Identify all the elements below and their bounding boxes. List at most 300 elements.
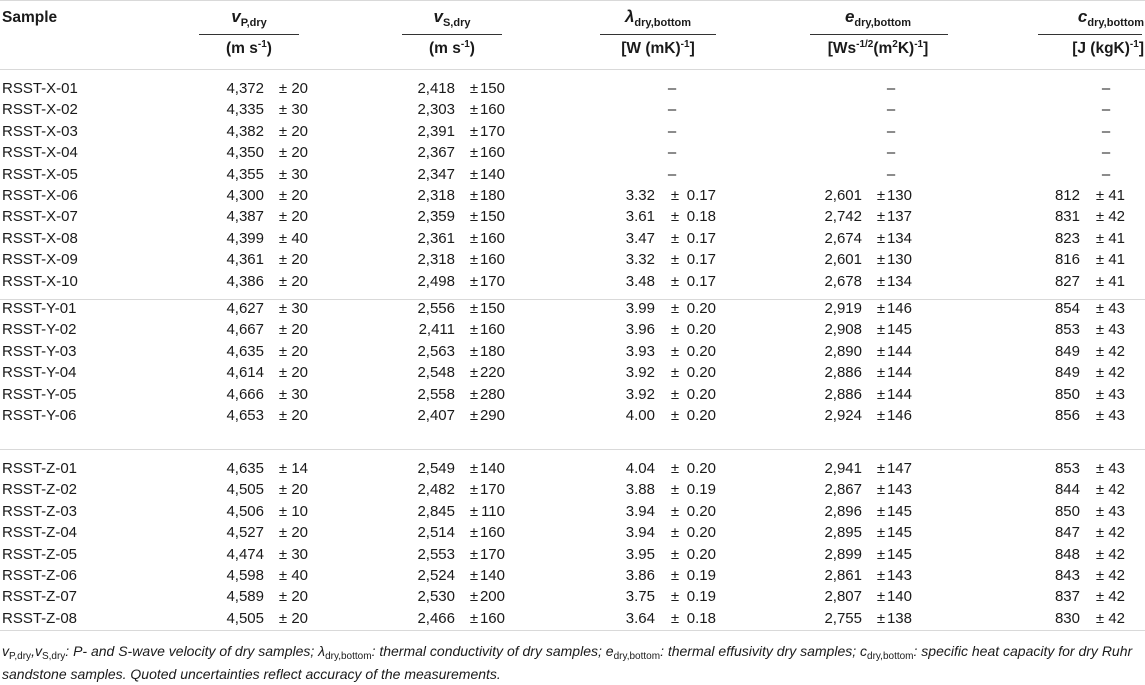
e-plusminus: ± xyxy=(876,342,886,360)
lam-plusminus: ± xyxy=(670,588,680,606)
vp-value: 4,635 xyxy=(226,460,264,477)
vs-value: 2,318 xyxy=(417,251,455,269)
sample-cell: RSST-Z-01 xyxy=(2,460,78,477)
c-value: 830 xyxy=(1054,609,1080,627)
lam-plusminus: ± xyxy=(670,300,680,317)
vp-uncertainty: 20 xyxy=(291,187,308,204)
e-value: 2,678 xyxy=(824,272,862,290)
vs-plusminus: ± xyxy=(469,545,479,563)
vs-uncertainty: 150 xyxy=(479,300,505,317)
sample-cell: RSST-X-04 xyxy=(2,144,78,162)
lam-value: 3.99 xyxy=(625,300,655,317)
c-value: 853 xyxy=(1054,460,1080,477)
vp-uncertainty: 30 xyxy=(291,300,308,317)
c-plusminus: ± xyxy=(1095,609,1105,627)
vp-value: 4,335 xyxy=(226,101,264,119)
c-dash: – xyxy=(1101,165,1111,183)
lam-uncertainty: 0.18 xyxy=(686,208,716,226)
vp-plusminus: ± xyxy=(278,588,288,606)
vs-uncertainty: 160 xyxy=(479,524,505,542)
c-plusminus: ± xyxy=(1095,187,1105,204)
lam-plusminus: ± xyxy=(670,385,680,403)
header-e-underline xyxy=(810,34,948,35)
header-vp-underline xyxy=(199,34,299,35)
lam-plusminus: ± xyxy=(670,545,680,563)
e-plusminus: ± xyxy=(876,407,886,424)
e-value: 2,908 xyxy=(824,321,862,339)
table-top-rule xyxy=(0,0,1145,1)
lam-value: 3.32 xyxy=(625,251,655,269)
vp-uncertainty: 30 xyxy=(291,385,308,403)
vp-plusminus: ± xyxy=(278,364,288,382)
e-uncertainty: 146 xyxy=(886,407,912,424)
lam-uncertainty: 0.17 xyxy=(686,229,716,247)
lam-dash: – xyxy=(667,122,677,140)
lam-value: 3.88 xyxy=(625,481,655,499)
sample-cell: RSST-X-03 xyxy=(2,122,78,140)
e-uncertainty: 145 xyxy=(886,524,912,542)
vs-value: 2,482 xyxy=(417,481,455,499)
vp-plusminus: ± xyxy=(278,460,288,477)
e-value: 2,890 xyxy=(824,342,862,360)
e-uncertainty: 144 xyxy=(886,385,912,403)
vs-value: 2,548 xyxy=(417,364,455,382)
vs-plusminus: ± xyxy=(469,208,479,226)
vs-plusminus: ± xyxy=(469,342,479,360)
vp-plusminus: ± xyxy=(278,272,288,290)
vs-plusminus: ± xyxy=(469,524,479,542)
vp-uncertainty: 20 xyxy=(291,251,308,269)
lam-value: 3.64 xyxy=(625,609,655,627)
vp-value: 4,300 xyxy=(226,187,264,204)
vp-plusminus: ± xyxy=(278,101,288,119)
vp-value: 4,474 xyxy=(226,545,264,563)
table-footnote: $v_{P,dry},v_{S,dry}$: P- and S-wave velocity of dry samples; $\lambda_{dry,bottom}$: thermal conductivity of dry samples; $e_{dry,bottom}$: thermal effusivity dry samples; $c_{dry,bottom}$: specific heat capacity for dry Ruhr sandstone samples. Quoted uncertainties reflect accuracy of the measurements. xyxy=(2,643,1133,682)
header-e: $e_{dry,bottom}$ xyxy=(844,7,912,29)
lam-plusminus: ± xyxy=(670,364,680,382)
vp-value: 4,506 xyxy=(226,502,264,520)
vp-plusminus: ± xyxy=(278,321,288,339)
e-uncertainty: 147 xyxy=(886,460,912,477)
lam-value: 3.92 xyxy=(625,385,655,403)
lam-plusminus: ± xyxy=(670,460,680,477)
vs-plusminus: ± xyxy=(469,144,479,162)
sample-cell: RSST-Z-07 xyxy=(2,588,78,606)
vp-uncertainty: 20 xyxy=(291,144,308,162)
e-value: 2,899 xyxy=(824,545,862,563)
e-uncertainty: 138 xyxy=(886,609,912,627)
vs-uncertainty: 160 xyxy=(479,609,505,627)
c-plusminus: ± xyxy=(1095,300,1105,317)
c-uncertainty: 42 xyxy=(1108,481,1125,499)
header-c-underline xyxy=(1038,34,1142,35)
sample-cell: RSST-X-07 xyxy=(2,208,78,226)
header-c-unit: [J (kgK)$^{-1}$] xyxy=(1072,39,1144,57)
c-plusminus: ± xyxy=(1095,364,1105,382)
header-vs: $v_{S,dry}$ xyxy=(433,7,471,29)
c-uncertainty: 42 xyxy=(1108,208,1125,226)
vp-uncertainty: 20 xyxy=(291,588,308,606)
vp-plusminus: ± xyxy=(278,567,288,584)
vp-plusminus: ± xyxy=(278,524,288,542)
c-dash: – xyxy=(1101,144,1111,162)
vs-uncertainty: 170 xyxy=(479,481,505,499)
c-value: 849 xyxy=(1054,342,1080,360)
sample-cell: RSST-Z-03 xyxy=(2,502,78,520)
e-uncertainty: 144 xyxy=(886,364,912,382)
vs-uncertainty: 290 xyxy=(479,407,505,424)
vp-plusminus: ± xyxy=(278,144,288,162)
vs-uncertainty: 170 xyxy=(479,545,505,563)
vp-value: 4,386 xyxy=(226,272,264,290)
lam-value: 3.48 xyxy=(625,272,655,290)
sample-cell: RSST-Z-05 xyxy=(2,545,78,563)
e-uncertainty: 137 xyxy=(886,208,912,226)
vp-uncertainty: 20 xyxy=(291,272,308,290)
vs-uncertainty: 140 xyxy=(479,165,505,183)
vp-value: 4,666 xyxy=(226,385,264,403)
c-value: 850 xyxy=(1054,385,1080,403)
lam-uncertainty: 0.20 xyxy=(686,460,716,477)
sample-cell: RSST-X-10 xyxy=(2,272,78,290)
vp-uncertainty: 40 xyxy=(291,229,308,247)
e-plusminus: ± xyxy=(876,364,886,382)
vp-plusminus: ± xyxy=(278,229,288,247)
lam-plusminus: ± xyxy=(670,272,680,290)
vp-value: 4,627 xyxy=(226,300,264,317)
lam-dash: – xyxy=(667,144,677,162)
vs-uncertainty: 180 xyxy=(479,187,505,204)
c-plusminus: ± xyxy=(1095,251,1105,269)
sample-cell: RSST-Y-04 xyxy=(2,364,77,382)
vs-uncertainty: 150 xyxy=(479,208,505,226)
vs-value: 2,556 xyxy=(417,300,455,317)
vp-value: 4,667 xyxy=(226,321,264,339)
lam-plusminus: ± xyxy=(670,407,680,424)
header-vp: $v_{P,dry}$ xyxy=(231,7,267,29)
vs-uncertainty: 140 xyxy=(479,460,505,477)
c-uncertainty: 43 xyxy=(1108,502,1125,520)
e-plusminus: ± xyxy=(876,524,886,542)
vs-value: 2,411 xyxy=(418,321,455,339)
vs-plusminus: ± xyxy=(469,364,479,382)
vs-plusminus: ± xyxy=(469,502,479,520)
c-uncertainty: 43 xyxy=(1108,321,1125,339)
vp-value: 4,653 xyxy=(226,407,264,424)
lam-uncertainty: 0.20 xyxy=(686,321,716,339)
lam-uncertainty: 0.19 xyxy=(686,588,716,606)
lam-dash: – xyxy=(667,165,677,183)
vs-value: 2,558 xyxy=(417,385,455,403)
vp-plusminus: ± xyxy=(278,385,288,403)
vp-uncertainty: 20 xyxy=(291,481,308,499)
lam-value: 3.92 xyxy=(625,364,655,382)
vs-value: 2,563 xyxy=(417,342,455,360)
e-value: 2,601 xyxy=(824,251,862,269)
vp-value: 4,387 xyxy=(226,208,264,226)
vp-uncertainty: 40 xyxy=(291,567,308,584)
lam-value: 3.75 xyxy=(625,588,655,606)
sample-cell: RSST-Y-05 xyxy=(2,385,77,403)
c-value: 847 xyxy=(1054,524,1080,542)
lam-value: 3.94 xyxy=(625,502,655,520)
vp-plusminus: ± xyxy=(278,122,288,140)
e-plusminus: ± xyxy=(876,567,886,584)
c-value: 823 xyxy=(1054,229,1080,247)
c-uncertainty: 43 xyxy=(1108,385,1125,403)
vp-plusminus: ± xyxy=(278,342,288,360)
lam-uncertainty: 0.20 xyxy=(686,342,716,360)
group-divider xyxy=(0,299,1145,300)
c-value: 831 xyxy=(1054,208,1080,226)
lam-uncertainty: 0.20 xyxy=(686,545,716,563)
c-value: 837 xyxy=(1054,588,1080,606)
lam-value: 3.93 xyxy=(625,342,655,360)
e-uncertainty: 146 xyxy=(886,300,912,317)
c-dash: – xyxy=(1101,80,1111,97)
sample-cell: RSST-Z-08 xyxy=(2,609,78,627)
vp-value: 4,350 xyxy=(226,144,264,162)
e-value: 2,895 xyxy=(824,524,862,542)
vs-plusminus: ± xyxy=(469,101,479,119)
vp-plusminus: ± xyxy=(278,300,288,317)
header-lambda: $\lambda_{dry,bottom}$ xyxy=(624,7,692,29)
vs-uncertainty: 160 xyxy=(479,251,505,269)
vp-uncertainty: 20 xyxy=(291,364,308,382)
e-plusminus: ± xyxy=(876,545,886,563)
e-uncertainty: 145 xyxy=(886,502,912,520)
vs-value: 2,347 xyxy=(417,165,455,183)
sample-cell: RSST-Z-02 xyxy=(2,481,78,499)
lam-uncertainty: 0.17 xyxy=(686,187,716,204)
vp-uncertainty: 20 xyxy=(291,342,308,360)
header-e-unit: $[Ws^{-1/2}(m^2K)^{-1}]$ xyxy=(827,39,929,57)
vp-plusminus: ± xyxy=(278,80,288,97)
vs-uncertainty: 160 xyxy=(479,229,505,247)
c-plusminus: ± xyxy=(1095,272,1105,290)
c-uncertainty: 41 xyxy=(1108,187,1125,204)
c-value: 812 xyxy=(1054,187,1080,204)
vs-value: 2,391 xyxy=(417,122,455,140)
e-plusminus: ± xyxy=(876,251,886,269)
lam-uncertainty: 0.19 xyxy=(686,481,716,499)
vs-uncertainty: 160 xyxy=(479,321,505,339)
lam-plusminus: ± xyxy=(670,229,680,247)
e-value: 2,924 xyxy=(824,407,862,424)
vs-value: 2,498 xyxy=(417,272,455,290)
lam-plusminus: ± xyxy=(670,609,680,627)
lam-plusminus: ± xyxy=(670,208,680,226)
e-value: 2,886 xyxy=(824,364,862,382)
c-value: 850 xyxy=(1054,502,1080,520)
sample-cell: RSST-Y-03 xyxy=(2,342,77,360)
lam-plusminus: ± xyxy=(670,567,680,584)
vp-uncertainty: 10 xyxy=(291,502,308,520)
header-vs-unit: (m $s^{-1}$) xyxy=(429,39,475,57)
vp-value: 4,598 xyxy=(226,567,264,584)
vs-plusminus: ± xyxy=(469,272,479,290)
vs-plusminus: ± xyxy=(469,588,479,606)
vp-uncertainty: 20 xyxy=(291,407,308,424)
lam-uncertainty: 0.20 xyxy=(686,407,716,424)
e-uncertainty: 130 xyxy=(886,187,912,204)
vs-plusminus: ± xyxy=(469,187,479,204)
e-value: 2,742 xyxy=(824,208,862,226)
vs-uncertainty: 200 xyxy=(479,588,505,606)
lam-uncertainty: 0.17 xyxy=(686,251,716,269)
c-uncertainty: 41 xyxy=(1108,272,1125,290)
header-vp-unit: (m $s^{-1}$) xyxy=(226,39,272,57)
lam-plusminus: ± xyxy=(670,251,680,269)
vp-uncertainty: 20 xyxy=(291,80,308,97)
c-plusminus: ± xyxy=(1095,567,1105,584)
vs-plusminus: ± xyxy=(469,300,479,317)
group-divider xyxy=(0,630,1145,631)
e-plusminus: ± xyxy=(876,588,886,606)
e-value: 2,861 xyxy=(824,567,862,584)
e-value: 2,919 xyxy=(824,300,862,317)
e-plusminus: ± xyxy=(876,229,886,247)
vs-value: 2,367 xyxy=(417,144,455,162)
c-uncertainty: 42 xyxy=(1108,342,1125,360)
vs-plusminus: ± xyxy=(469,165,479,183)
e-uncertainty: 143 xyxy=(886,567,912,584)
vs-value: 2,514 xyxy=(417,524,455,542)
e-plusminus: ± xyxy=(876,187,886,204)
lam-plusminus: ± xyxy=(670,187,680,204)
c-uncertainty: 42 xyxy=(1108,609,1125,627)
lam-plusminus: ± xyxy=(670,502,680,520)
e-uncertainty: 145 xyxy=(886,545,912,563)
vs-value: 2,361 xyxy=(417,229,455,247)
c-uncertainty: 43 xyxy=(1108,407,1125,424)
c-plusminus: ± xyxy=(1095,524,1105,542)
c-value: 844 xyxy=(1054,481,1080,499)
c-plusminus: ± xyxy=(1095,407,1105,424)
e-uncertainty: 130 xyxy=(886,251,912,269)
vp-plusminus: ± xyxy=(278,251,288,269)
vs-value: 2,318 xyxy=(417,187,455,204)
vp-value: 4,382 xyxy=(226,122,264,140)
e-dash: – xyxy=(886,101,896,119)
vp-value: 4,635 xyxy=(226,342,264,360)
c-dash: – xyxy=(1101,122,1111,140)
vs-plusminus: ± xyxy=(469,407,479,424)
c-uncertainty: 42 xyxy=(1108,588,1125,606)
vs-value: 2,549 xyxy=(417,460,455,477)
c-uncertainty: 42 xyxy=(1108,567,1125,584)
vs-plusminus: ± xyxy=(469,321,479,339)
sample-cell: RSST-X-02 xyxy=(2,101,78,119)
sample-cell: RSST-Z-04 xyxy=(2,524,78,542)
vs-uncertainty: 160 xyxy=(479,101,505,119)
e-plusminus: ± xyxy=(876,385,886,403)
e-plusminus: ± xyxy=(876,272,886,290)
e-plusminus: ± xyxy=(876,609,886,627)
lam-value: 4.00 xyxy=(625,407,655,424)
sample-cell: RSST-X-01 xyxy=(2,80,78,97)
c-uncertainty: 41 xyxy=(1108,251,1125,269)
lam-value: 3.96 xyxy=(625,321,655,339)
c-value: 853 xyxy=(1054,321,1080,339)
vp-value: 4,372 xyxy=(226,80,264,97)
c-plusminus: ± xyxy=(1095,588,1105,606)
vs-plusminus: ± xyxy=(469,122,479,140)
vs-plusminus: ± xyxy=(469,460,479,477)
vp-value: 4,527 xyxy=(226,524,264,542)
vp-value: 4,505 xyxy=(226,481,264,499)
e-dash: – xyxy=(886,165,896,183)
e-value: 2,886 xyxy=(824,385,862,403)
c-value: 854 xyxy=(1054,300,1080,317)
vp-uncertainty: 30 xyxy=(291,101,308,119)
sample-cell: RSST-X-08 xyxy=(2,229,78,247)
vs-value: 2,530 xyxy=(417,588,455,606)
vp-uncertainty: 20 xyxy=(291,208,308,226)
c-dash: – xyxy=(1101,101,1111,119)
e-value: 2,807 xyxy=(824,588,862,606)
lam-plusminus: ± xyxy=(670,481,680,499)
vp-plusminus: ± xyxy=(278,165,288,183)
c-value: 843 xyxy=(1054,567,1080,584)
sample-cell: RSST-Y-02 xyxy=(2,321,77,339)
header-sample: Sample xyxy=(2,9,58,26)
sample-cell: RSST-Y-06 xyxy=(2,407,77,424)
lam-value: 3.32 xyxy=(625,187,655,204)
vp-value: 4,361 xyxy=(226,251,264,269)
lam-plusminus: ± xyxy=(670,321,680,339)
vs-plusminus: ± xyxy=(469,481,479,499)
sample-cell: RSST-X-05 xyxy=(2,165,78,183)
c-uncertainty: 42 xyxy=(1108,524,1125,542)
lam-uncertainty: 0.20 xyxy=(686,524,716,542)
c-plusminus: ± xyxy=(1095,545,1105,563)
vp-plusminus: ± xyxy=(278,502,288,520)
vp-uncertainty: 14 xyxy=(291,460,308,477)
vs-uncertainty: 180 xyxy=(479,342,505,360)
e-value: 2,896 xyxy=(824,502,862,520)
vs-uncertainty: 170 xyxy=(479,272,505,290)
lam-dash: – xyxy=(667,101,677,119)
vs-plusminus: ± xyxy=(469,385,479,403)
lam-value: 3.94 xyxy=(625,524,655,542)
c-uncertainty: 42 xyxy=(1108,545,1125,563)
lam-uncertainty: 0.20 xyxy=(686,385,716,403)
e-uncertainty: 144 xyxy=(886,342,912,360)
lam-value: 3.86 xyxy=(625,567,655,584)
lam-plusminus: ± xyxy=(670,342,680,360)
lam-plusminus: ± xyxy=(670,524,680,542)
e-plusminus: ± xyxy=(876,208,886,226)
e-plusminus: ± xyxy=(876,300,886,317)
c-plusminus: ± xyxy=(1095,385,1105,403)
e-uncertainty: 140 xyxy=(886,588,912,606)
lam-uncertainty: 0.20 xyxy=(686,300,716,317)
e-uncertainty: 134 xyxy=(886,272,912,290)
e-uncertainty: 145 xyxy=(886,321,912,339)
vs-plusminus: ± xyxy=(469,80,479,97)
vs-value: 2,553 xyxy=(417,545,455,563)
e-dash: – xyxy=(886,144,896,162)
c-uncertainty: 41 xyxy=(1108,229,1125,247)
vs-uncertainty: 140 xyxy=(479,567,505,584)
header-lambda-underline xyxy=(600,34,716,35)
lam-value: 3.47 xyxy=(625,229,655,247)
header-lambda-unit: [W (mK)$^{-1}$] xyxy=(621,39,695,57)
c-uncertainty: 43 xyxy=(1108,300,1125,317)
e-value: 2,674 xyxy=(824,229,862,247)
sample-cell: RSST-X-09 xyxy=(2,251,78,269)
